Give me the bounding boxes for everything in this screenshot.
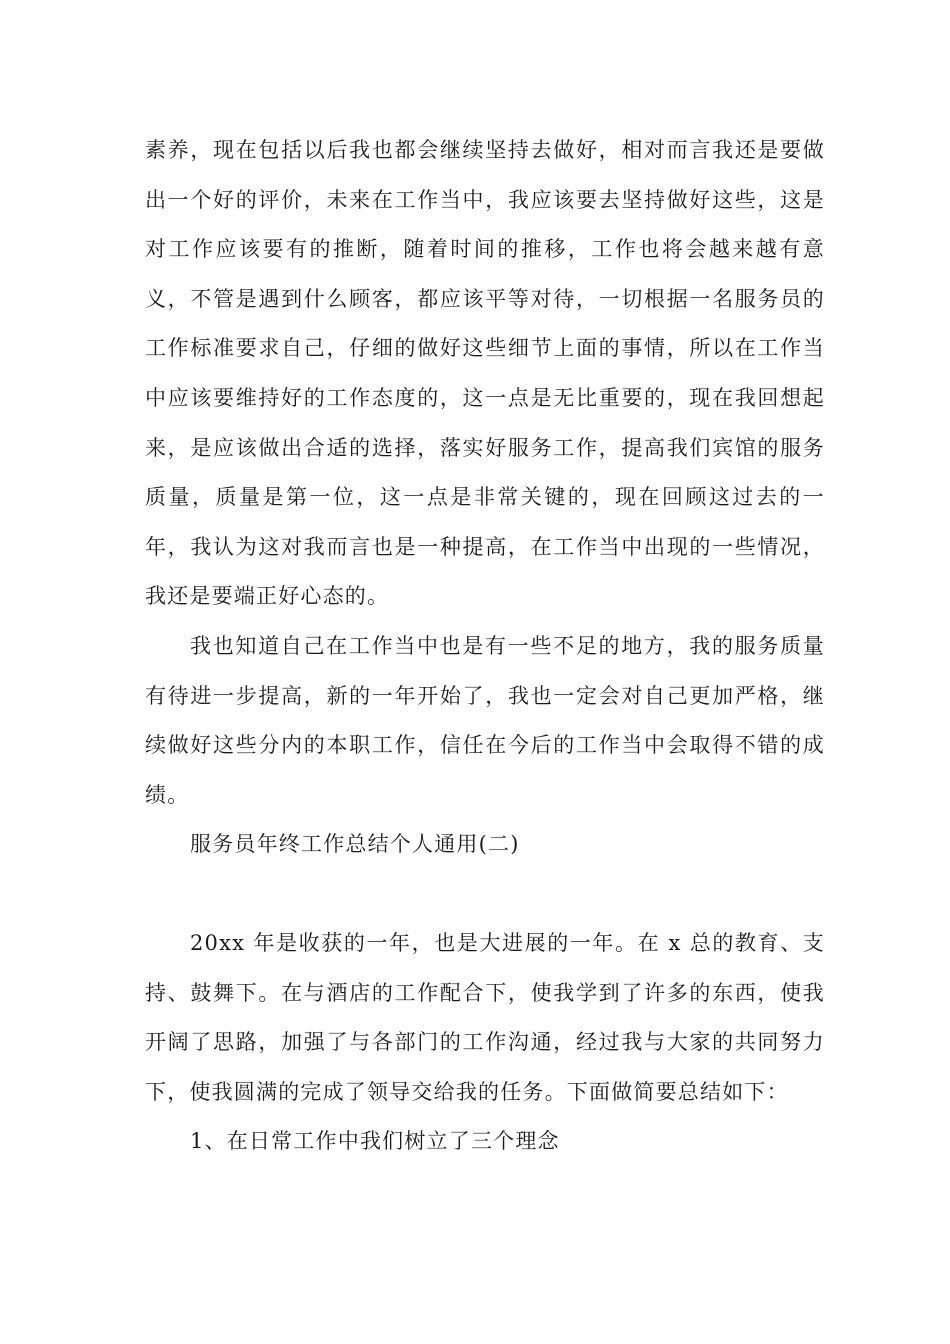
section-intro-paragraph: 20xx 年是收获的一年，也是大进展的一年。在 x 总的教育、支持、鼓舞下。在与酒店的工作配合下，使我学到了许多的东西，使我开阔了思路，加强了与各部门的工作沟通，经过我与大家的共同努力下，使我圆满的完成了领导交给我的任务。下面做简要总结如下： [145, 930, 825, 1104]
list-item-heading: 1、在日常工作中我们树立了三个理念 [190, 1129, 560, 1154]
body-paragraph-continued: 素养，现在包括以后我也都会继续坚持去做好，相对而言我还是要做出一个好的评价，未来在工作当中，我应该要去坚持做好这些，这是对工作应该要有的推断，随着时间的推移，工作也将会越来越有意义，不管是遇到什么顾客，都应该平等对待，一切根据一名服务员的工作标准要求自己，仔细的做好这些细节上面的事情，所以在工作当中应该要维持好的工作态度的，这一点是无比重要的，现在我回想起来，是应该做出合适的选择，落实好服务工作，提高我们宾馆的服务质量，质量是第一位，这一点是非常关键的，现在回顾这过去的一年，我认为这对我而言也是一种提高，在工作当中出现的一些情况，我还是要端正好心态的。 [145, 138, 825, 609]
body-paragraph-shortcomings: 我也知道自己在工作当中也是有一些不足的地方，我的服务质量有待进一步提高，新的一年开始了，我也一定会对自己更加严格，继续做好这些分内的本职工作，信任在今后的工作当中会取得不错的成绩。 [145, 633, 825, 807]
section-title: 服务员年终工作总结个人通用(二) [190, 832, 520, 857]
document-page [145, 126, 825, 1167]
title-spacer [145, 870, 825, 919]
